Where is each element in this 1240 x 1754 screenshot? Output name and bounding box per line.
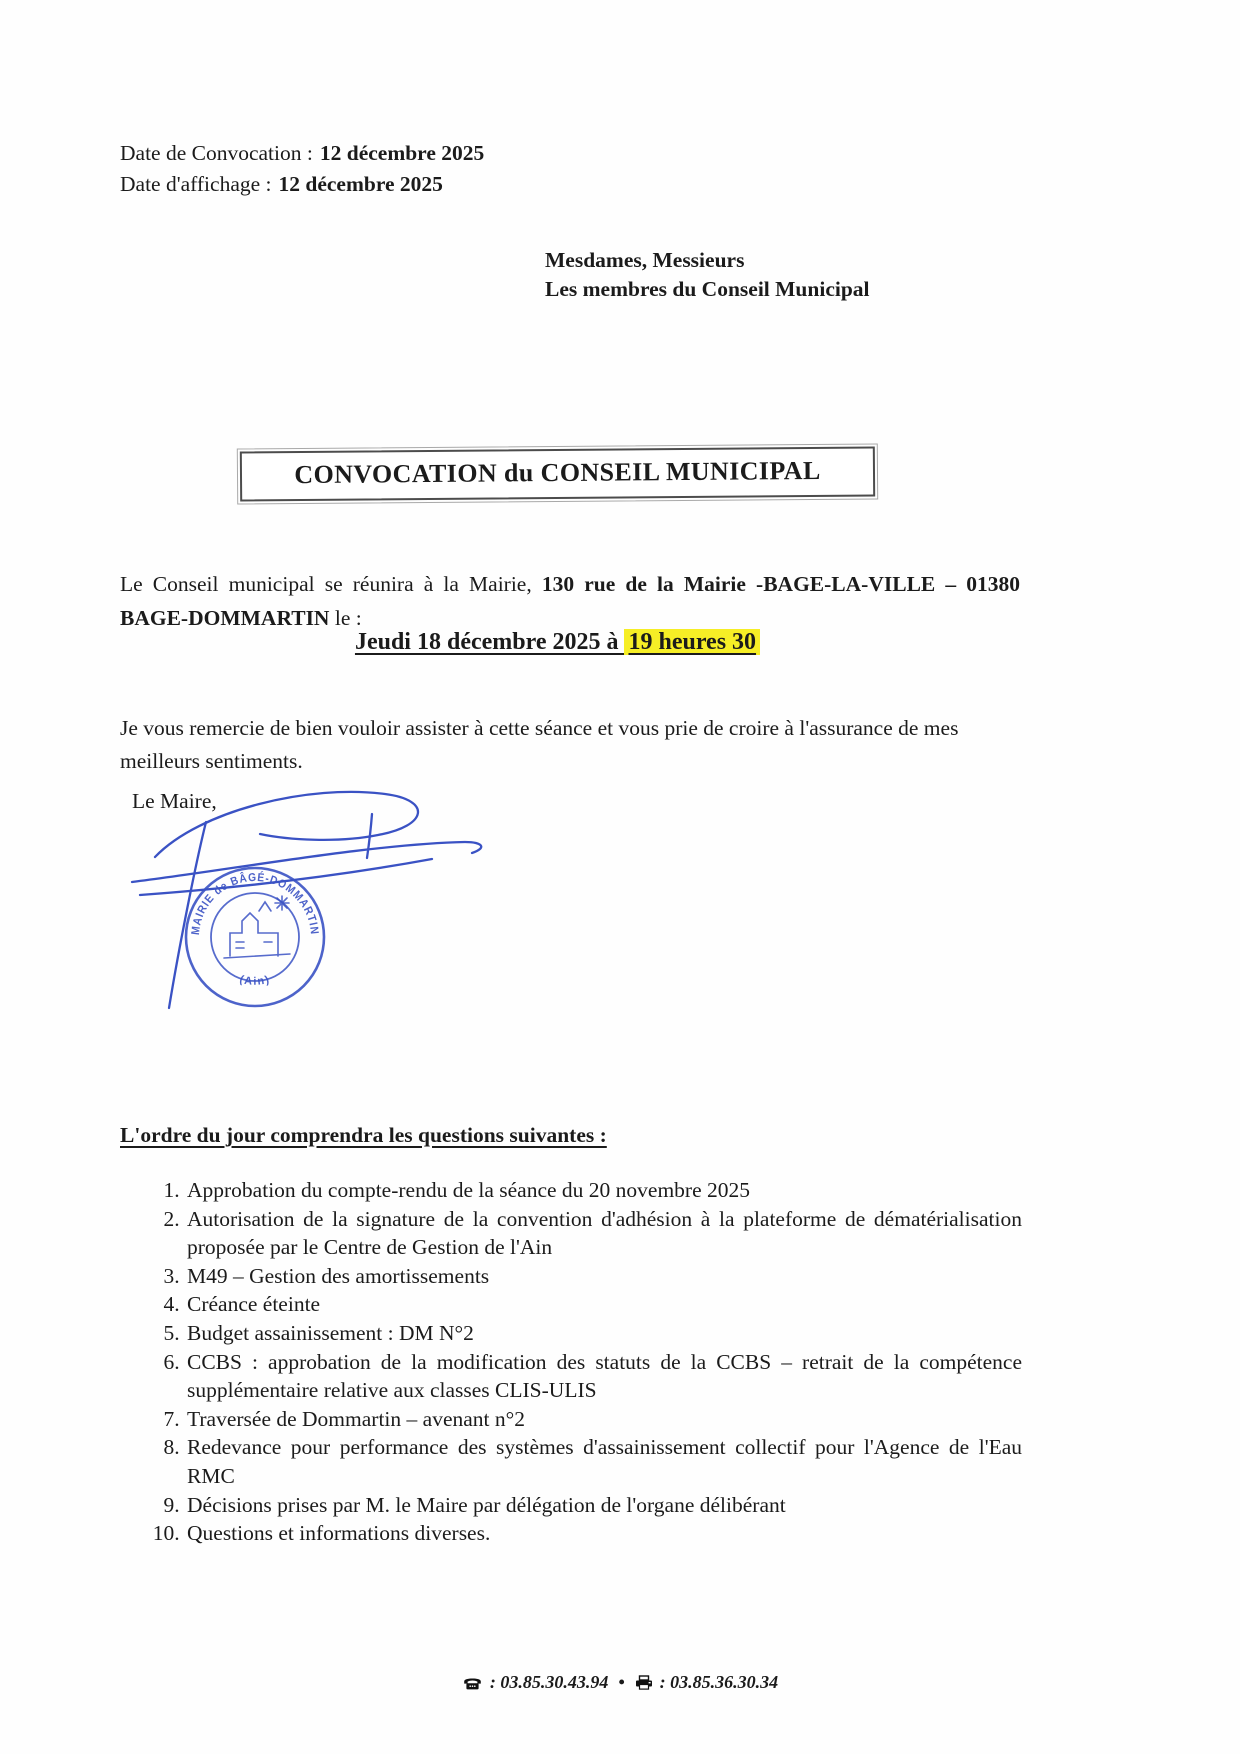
phone-icon [462, 1675, 483, 1690]
agenda-item-9: 9. Décisions prises par M. le Maire par délégation de l'organe délibérant [185, 1491, 1022, 1520]
title-box [240, 447, 875, 502]
agenda-item-2: 2. Autorisation de la signature de la convention d'adhésion à la plateforme de dématérialisation proposée par le Centre de Gestion de l'Ain [185, 1205, 1022, 1262]
agenda-heading: L'ordre du jour comprendra les questions suivantes : [120, 1123, 607, 1147]
agenda-item-3: 3. M49 – Gestion des amortissements [185, 1262, 1022, 1291]
agenda-item-5: 5. Budget assainissement : DM N°2 [185, 1319, 1022, 1348]
svg-text:MAIRIE de BÂGÉ-DOMMARTIN [190, 871, 320, 936]
stamp-signature-graphic [110, 782, 510, 1020]
recipients-line1: Mesdames, Messieurs [545, 248, 745, 272]
meeting-date-underlined [355, 629, 760, 655]
agenda-item-8: 8. Redevance pour performance des systèmes d'assainissement collectif pour l'Agence de l'Eau RMC [185, 1433, 1022, 1490]
phone-number: : 03.85.30.43.94 [489, 1672, 609, 1692]
stamp-bottom-text: (Ain) [238, 973, 272, 988]
footer-separator: • [618, 1672, 625, 1692]
agenda-list [120, 1176, 1022, 1548]
date-affichage-value: 12 décembre 2025 [278, 172, 443, 196]
fax-number: : 03.85.36.30.34 [659, 1672, 779, 1692]
date-convocation-label: Date de Convocation : [120, 141, 313, 165]
recipients-line2: Les membres du Conseil Municipal [545, 277, 870, 301]
meeting-date-part: Jeudi 18 décembre 2025 à [354, 629, 625, 655]
intro-address: 130 rue de la Mairie -BAGE-LA-VILLE – 01380 BAGE-DOMMARTIN [120, 571, 1020, 630]
courtesy-paragraph: Je vous remercie de bien vouloir assister à cette séance et vous prie de croire à l'assurance de mes meilleurs sentiments. [120, 715, 959, 773]
date-convocation-line [120, 138, 484, 169]
time-highlight: 19 heures 30 [624, 629, 760, 655]
agenda-block [120, 1176, 1022, 1548]
stamp-ring-text: MAIRIE de BÂGÉ-DOMMARTIN [189, 871, 321, 937]
signoff-le-maire: Le Maire, [132, 789, 217, 813]
mayor-stamp-and-signature [110, 782, 510, 1020]
agenda-item-7: 7. Traversée de Dommartin – avenant n°2 [185, 1405, 1022, 1434]
recipients-block [545, 246, 870, 304]
svg-text:(Ain) [238, 974, 272, 988]
page-title: CONVOCATION du CONSEIL MUNICIPAL [294, 455, 821, 490]
agenda-item-10: 10. Questions et informations diverses. [185, 1519, 1022, 1548]
intro-text-1: Le Conseil municipal se réunira à la Mairie, [120, 571, 532, 596]
agenda-item-4: 4. Créance éteinte [185, 1290, 1022, 1319]
agenda-item-6: 6. CCBS : approbation de la modification des statuts de la CCBS – retrait de la compétence supplémentaire relative aux classes CLIS-ULIS [185, 1348, 1022, 1405]
date-convocation-value: 12 décembre 2025 [319, 141, 485, 165]
fax-icon [635, 1675, 653, 1690]
agenda-item-1: 1. Approbation du compte-rendu de la séance du 20 novembre 2025 [185, 1176, 1022, 1205]
stamp-crest-icon [224, 896, 290, 958]
meeting-date-line [0, 629, 1115, 656]
date-affichage-label: Date d'affichage : [120, 172, 272, 196]
intro-text-2: le : [334, 605, 362, 630]
date-affichage-line [120, 169, 484, 200]
intro-paragraph [120, 567, 1020, 635]
footer-contacts [0, 1672, 1240, 1695]
dates-block [120, 138, 484, 200]
